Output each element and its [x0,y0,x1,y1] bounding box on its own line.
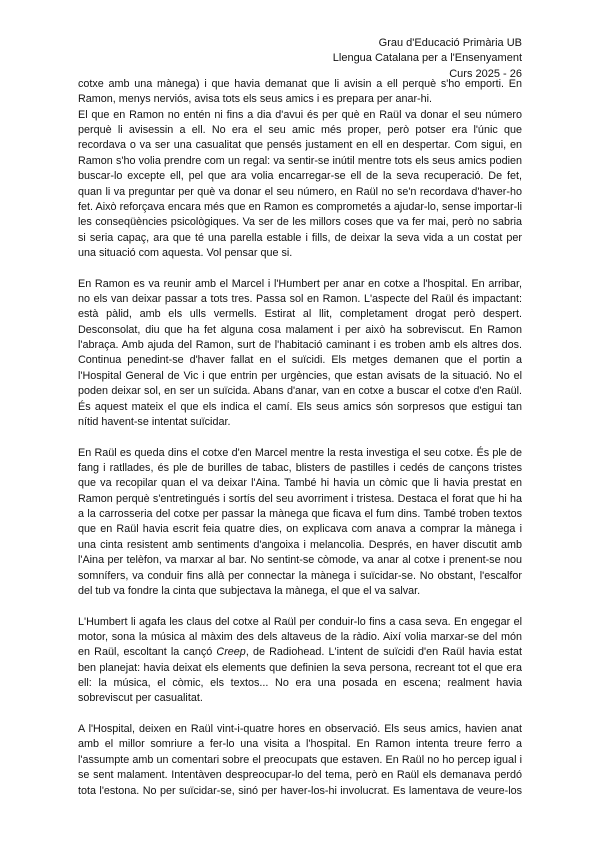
text-line: quan li va preguntar per què va donar el seu número, en Raül no se'n recordava d'haver-ho [78,185,522,198]
text-line: tota l'estona. No per suïcidar-se, sinó per haver-los-hi involucrat. Es lamentava de veure-los [78,784,522,797]
text-line: buscar-lo excepte ell, pel que ara volia encarregar-se ell de la seva recuperació. De fet, [78,170,522,183]
header-academic-year: Curs 2025 - 26 [449,67,522,80]
text-line: que en Raül havia escrit feia quatre dies, on explicava com anava a comprar la mànega i [78,523,522,536]
paragraph [78,722,522,799]
text-line: no els van deixar passar a tots tres. Passa sol en Ramon. L'aspecte del Raül és impactant: [78,293,522,306]
header-course-subject: Llengua Catalana per a l'Ensenyament [332,52,522,65]
text-line: una cinta resistent amb sentiments d'angoixa i melancolia. Després, en haver discutit amb [78,538,522,551]
text-line: que va recopilar quan el va deixar l'Aina. També hi havia un còmic que li havia prestat en [78,477,522,490]
text-line: ben planejat: havia deixat els elements que definien la seva persona, recreant tot el que era [78,661,522,674]
text-line: sobreviscut per casualitat. [78,692,203,705]
text-line: Ramon, menys nerviós, avisa tots els seus amics i es prepara per anar-hi. [78,93,433,106]
text-line: del tub va fondre la cinta que subjectava la mànega, el que el va salvar. [78,584,421,597]
document-body [78,77,522,799]
text-line: una situació com aquesta. Vol pensar que si. [78,246,293,259]
paragraph-gap [78,430,522,445]
text-line: recordava o va ser una casualitat que pensés justament en ell en despertar. Com sigui, en [78,139,522,152]
text-line: l'assumpte amb un comentari sobre el preocupats que estaven. En Raül no ho percep igual i [78,753,522,766]
text-line: El que en Ramon no entén ni fins a dia d'avui és per què en Raül va donar el seu número [78,108,522,121]
paragraph [78,615,522,707]
text-line: està pàlid, amb els ulls vermells. Estirat al llit, completament drogat però despert. [78,308,522,321]
text-line: Ramon perquè s'entretingués i sortís del seu avorriment i tristesa. Destaca el forat que hi ha [78,492,522,505]
text-line: poden deixar sol, en ser un suïcida. Abans d'anar, van en cotxe a buscar el cotxe d'en Raül. [78,385,522,398]
text-line: L'Humbert li agafa les claus del cotxe al Raül per conduir-lo fins a casa seva. En engegar el [78,615,522,628]
paragraph [78,77,522,108]
header-institution: Grau d'Educació Primària UB [378,37,522,49]
text-line: l'Hospital General de Vic i que entrin per urgències, que estan avisats de la situació. No el [78,369,522,382]
paragraph [78,277,522,431]
paragraph-gap [78,707,522,722]
paragraph-gap [78,599,522,614]
text-line: motor, sona la música al màxim des dels altaveus de la ràdio. Així volia marxar-se del món [78,630,522,643]
text-line: les conseqüències psicològiques. Va ser de les millors coses que va fer mai, però no sabria [78,216,522,229]
text-line: ell: la música, el còmic, els textos... No era una posada en escena; realment havia [78,677,522,690]
text-line: Ramon s'ho volia prendre com un regal: va sentir-se inútil mentre tots els seus amics podien [78,154,522,167]
text-line: A l'Hospital, deixen en Raül vint-i-quatre hores en observació. Els seus amics, havien anat [78,723,522,736]
text-line: a la carrosseria del cotxe per passar la mànega que ficava el fum dins. També troben textos [78,508,522,521]
text-line: l'Aina per telèfon, va marxar al bar. No sentint-se còmode, va anar al cotxe i prenent-se nou [78,554,522,567]
song-title: Creep [216,646,246,659]
text-line: En Ramon es va reunir amb el Marcel i l'Humbert per anar en cotxe a l'hospital. En arribar, [78,277,522,290]
text-line: nítid havent-se intentat suïcidar. [78,415,231,428]
text-line: somnífers, va conduir fins allà per connectar la mànega i suïcidar-se. No obstant, l'escalfor [78,569,522,582]
document-header [333,36,522,82]
text-line: En Raül es queda dins el cotxe d'en Marcel mentre la resta investiga el seu cotxe. És ple de [78,446,522,459]
text-line: l'abraça. Amb ajuda del Ramon, surt de l'habitació caminant i es troben amb els altres dos. [78,339,522,352]
paragraph [78,108,522,262]
text-line: És aquest mateix el que els indica el camí. Els seus amics són sorpresos que estigui tan [78,400,522,413]
text-line: si seria capaç, ara que té una parella estable i fills, de deixar la seva vida a un costat per [78,231,522,244]
text-line: Continua penedint-se d'haver fallat en el suïcidi. Els metges demanen que el portin a [78,354,522,367]
text-line: fang i ratllades, és ple de burilles de tabac, blisters de pastilles i cedés de cançons tristes [78,461,522,474]
text-line: fet. Això reforçava encara més que en Ramon es comprometés a ajudar-lo, sense importar-li [78,200,522,213]
text-line: perquè li avisessin a ell. No era el seu amic més proper, però potser era l'únic que [78,124,522,137]
text-line: amb el millor somriure a fer-lo una visita a l'hospital. En Ramon intenta treure ferro a [78,738,522,751]
text-line: se sent malament. Intentàven despreocupar-lo del tema, però en Raül els demanava perdó [78,769,522,782]
text-line: cotxe amb una mànega) i que havia demanat que li avisin a ell perquè s'ho emporti. En [78,78,522,90]
paragraph [78,446,522,600]
text-line: Desconsolat, diu que ha fet alguna cosa malament i per això ha sobreviscut. En Ramon [78,323,522,336]
paragraph-gap [78,261,522,276]
text-line: en Raül, escoltant la cançó Creep, de Radiohead. L'intent de suïcidi d'en Raül havia estat [78,646,522,659]
